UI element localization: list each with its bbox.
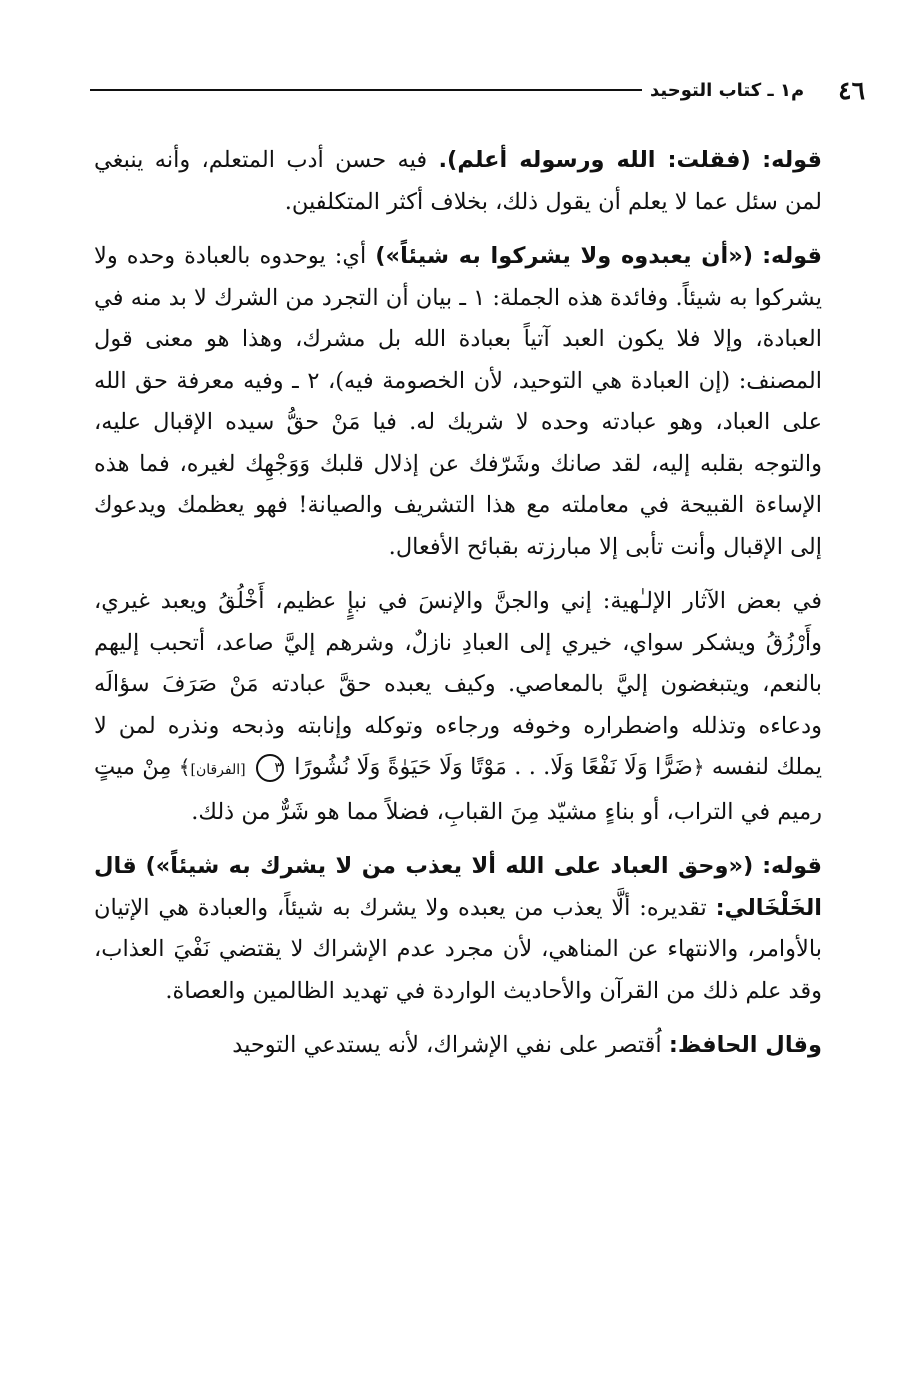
quoted-phrase: («أن يعبدوه ولا يشركوا به شيئاً»): [375, 243, 754, 269]
paragraph-3: [94, 581, 822, 833]
paragraph-4: [94, 846, 822, 1012]
paragraph-text: اُقتصر على نفي الإشراك، لأنه يستدعي التوحيد: [232, 1032, 662, 1058]
paragraph-lead: قوله:: [762, 243, 822, 269]
quoted-phrase: («وحق العباد على الله ألا يعذب من لا يشرك به شيئاً»): [145, 853, 754, 879]
quoted-phrase: (فقلت: الله ورسوله أعلم).: [438, 147, 751, 173]
verse-number: ٣: [256, 754, 284, 782]
scholar-attribution: وقال الحافظ:: [668, 1032, 822, 1058]
page-number: ٤٦: [838, 75, 865, 105]
header-rule: [90, 89, 642, 91]
running-head: م١ ـ كتاب التوحيد: [650, 79, 805, 101]
paragraph-5: [94, 1025, 822, 1067]
paragraph-text: في بعض الآثار الإلـٰهية: إني والجنَّ والإنسَ في نبإٍ عظيم، أَخْلُقُ ويعبد غيري، وأَرْزُقُ ويشكر سواي، خيري إلى العبادِ نازلٌ، وشرهم إليَّ صاعد، أتحبب إليهم بالنعم، ويتبغضون إليَّ بالمعاصي. وكيف يعبده حقَّ عبادته مَنْ صَرَفَ سؤالَه ودعاءه وتذلله واضطراره وخوفه ورجاءه وتوكله وإنابته وذبحه ونذره لمن لا يملك لنفسه: [94, 588, 823, 780]
quran-verse: ضَرًّا وَلَا نَفْعًا وَلَا. . . مَوْتًا وَلَا حَيَوٰةً وَلَا نُشُورًا: [294, 754, 693, 780]
quran-bracket-open: ﴿: [692, 755, 705, 779]
scholar-attribution: قال الخَلْخَالي:: [94, 853, 822, 921]
paragraph-text-continued: مِنْ ميتٍ رميم في التراب، أو بناءٍ مشيّد مِنَ القبابِ، فضلاً مما هو شَرٌّ من ذلك.: [94, 754, 822, 825]
paragraph-text: أي: يوحدوه بالعبادة وحده ولا يشركوا به شيئاً. وفائدة هذه الجملة: ١ ـ بيان أن التجرد من الشرك لا بد منه في العبادة، وإلا فلا يكون العبد آتياً بعبادة الله بل مشرك، وهذا هو معنى قول المصنف: (إن العبادة هي التوحيد، لأن الخصومة فيه)، ٢ ـ وفيه معرفة حق الله على العباد، وهو عبادته وحده لا شريك له. فيا مَنْ حقُّ سيده الإقبال عليه، والتوجه بقلبه إليه، لقد صانك وشَرّفك عن إذلال قلبك وَوَجْهِك لغيره، فما هذه الإساءة القبيحة في معاملته مع هذا التشريف والصيانة! فهو يعظمك ويدعوك إلى الإقبال وأنت تأبى إلا مبارزته بقبائح الأفعال.: [94, 243, 822, 560]
sura-reference: [الفرقان]: [190, 762, 246, 778]
paragraph-lead: قوله:: [762, 147, 823, 173]
quran-bracket-close: ﴾: [178, 755, 191, 779]
paragraph-text: تقديره: ألَّا يعذب من يعبده ولا يشرك به شيئاً، والعبادة هي الإتيان بالأوامر، والانتهاء عن المناهي، لأن مجرد عدم الإشراك لا يقتضي نَفْيَ العذاب، وقد علم ذلك من القرآن والأحاديث الواردة في تهديد الظالمين والعصاة.: [94, 894, 822, 1004]
paragraph-text: فيه حسن أدب المتعلم، وأنه ينبغي لمن سئل عما لا يعلم أن يقول ذلك، بخلاف أكثر المتكلفين.: [94, 147, 822, 215]
page-header: [90, 70, 865, 110]
page-body: [94, 140, 822, 1067]
paragraph-lead: قوله:: [762, 853, 822, 879]
paragraph-2: [94, 236, 822, 568]
paragraph-1: [94, 140, 822, 223]
